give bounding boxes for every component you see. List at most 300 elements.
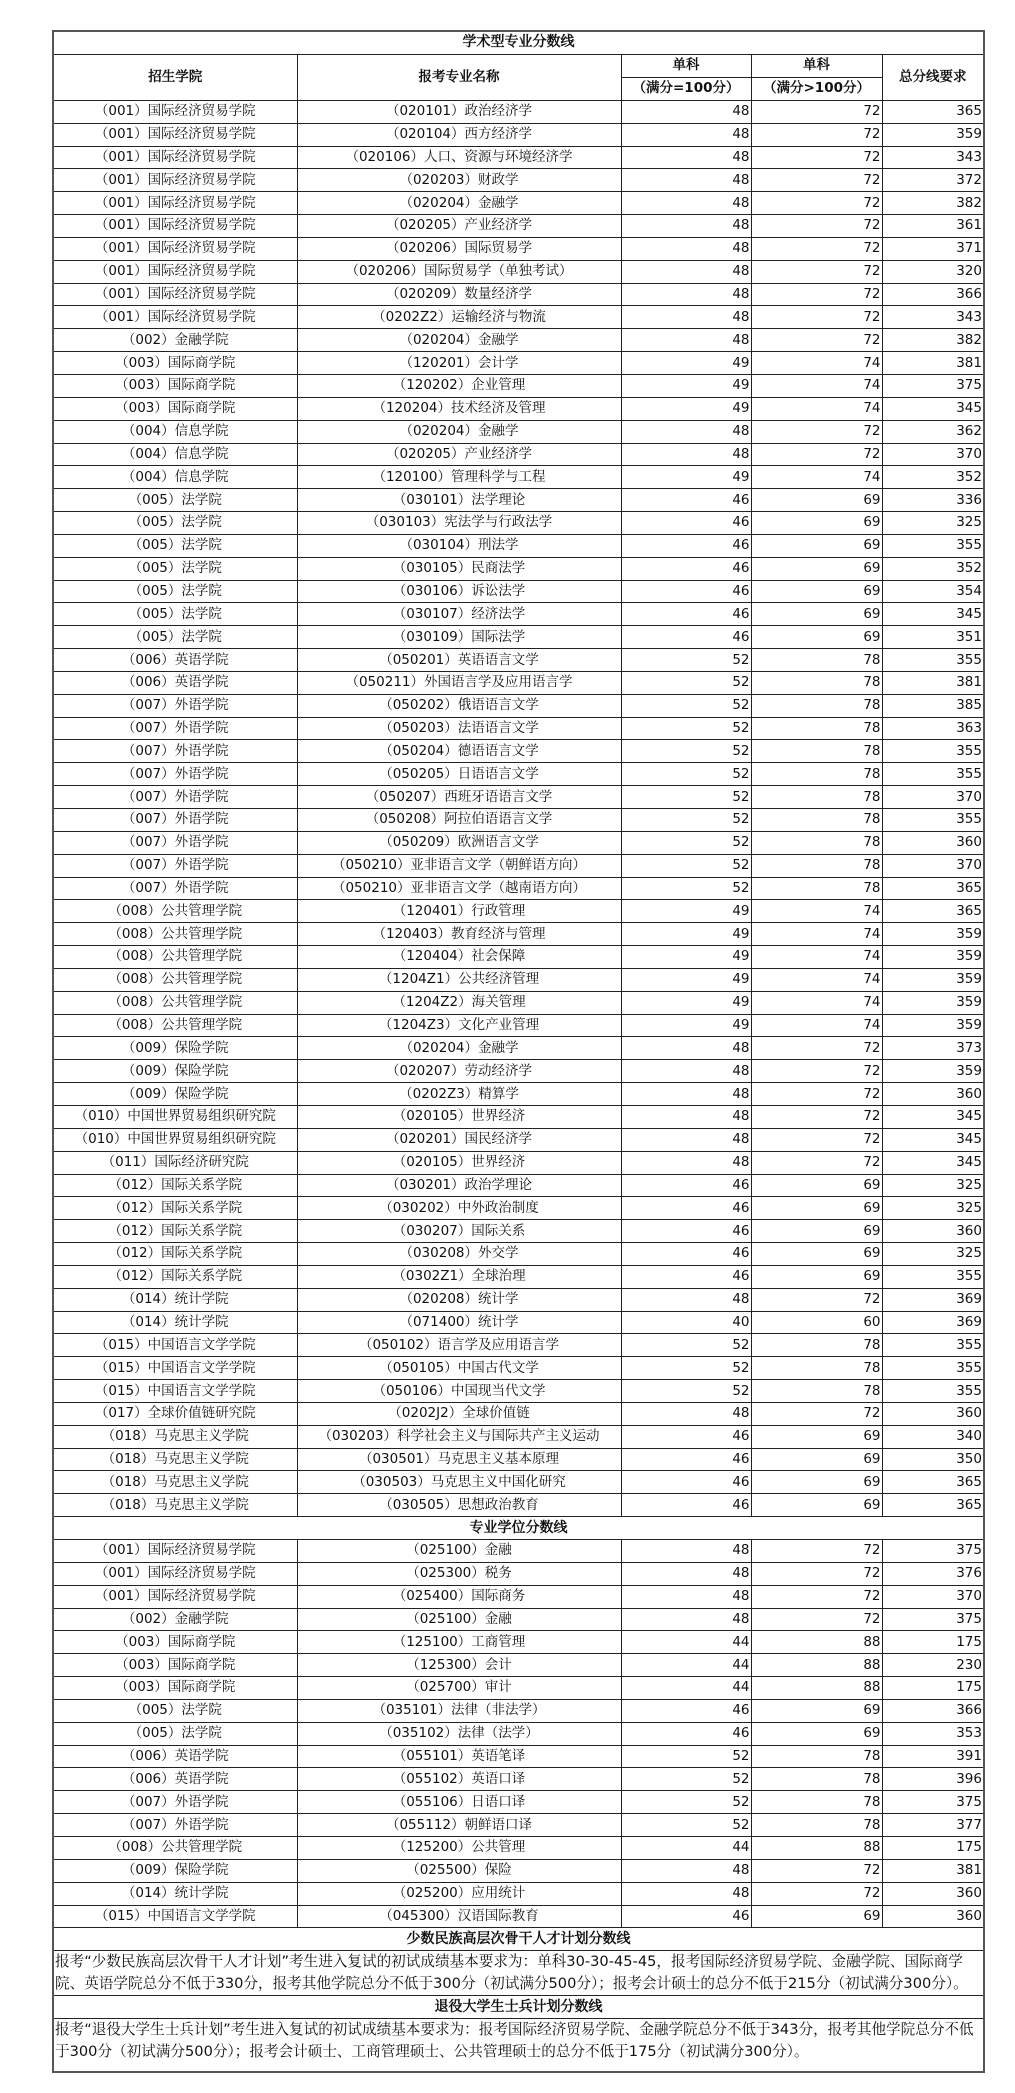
cell-single-over-100: 88: [751, 1631, 882, 1654]
cell-single-over-100: 69: [751, 1471, 882, 1494]
veteran-title: 退役大学生士兵计划分数线: [53, 1996, 984, 2019]
cell-single-100: 46: [621, 512, 751, 535]
cell-single-100: 48: [621, 1608, 751, 1631]
cell-single-over-100: 74: [751, 946, 882, 969]
cell-major: （050102）语言学及应用语言学: [297, 1334, 621, 1357]
cell-total: 345: [882, 397, 984, 420]
cell-single-100: 48: [621, 123, 751, 146]
table-row: [53, 763, 984, 786]
cell-single-over-100: 72: [751, 1151, 882, 1174]
cell-major: （030101）法学理论: [297, 489, 621, 512]
cell-major: （050208）阿拉伯语语言文学: [297, 809, 621, 832]
cell-single-over-100: 78: [751, 1357, 882, 1380]
table-row: [53, 923, 984, 946]
cell-total: 360: [882, 1882, 984, 1905]
cell-total: 355: [882, 534, 984, 557]
cell-total: 373: [882, 1037, 984, 1060]
cell-single-100: 48: [621, 1060, 751, 1083]
cell-single-over-100: 78: [751, 671, 882, 694]
table-row: [53, 1243, 984, 1266]
cell-total: 175: [882, 1677, 984, 1700]
cell-college: （018）马克思主义学院: [53, 1425, 297, 1448]
cell-college: （001）国际经济贸易学院: [53, 260, 297, 283]
table-row: [53, 146, 984, 169]
cell-major: （020205）产业经济学: [297, 215, 621, 238]
table-row: [53, 1334, 984, 1357]
cell-college: （005）法学院: [53, 512, 297, 535]
table-row: [53, 1814, 984, 1837]
cell-college: （003）国际商学院: [53, 374, 297, 397]
cell-single-over-100: 72: [751, 1540, 882, 1563]
cell-major: （050211）外国语言学及应用语言学: [297, 671, 621, 694]
cell-single-over-100: 72: [751, 1128, 882, 1151]
table-row: [53, 740, 984, 763]
table-row: [53, 1220, 984, 1243]
cell-college: （005）法学院: [53, 489, 297, 512]
cell-college: （008）公共管理学院: [53, 900, 297, 923]
table-row: [53, 877, 984, 900]
cell-single-100: 52: [621, 877, 751, 900]
cell-college: （005）法学院: [53, 603, 297, 626]
cell-college: （009）保险学院: [53, 1037, 297, 1060]
cell-single-over-100: 69: [751, 1243, 882, 1266]
cell-college: （014）统计学院: [53, 1311, 297, 1334]
cell-single-over-100: 74: [751, 991, 882, 1014]
cell-major: （0302Z1）全球治理: [297, 1265, 621, 1288]
cell-major: （1204Z1）公共经济管理: [297, 968, 621, 991]
cell-college: （015）中国语言文学学院: [53, 1905, 297, 1928]
cell-major: （050105）中国古代文学: [297, 1357, 621, 1380]
cell-major: （030203）科学社会主义与国际共产主义运动: [297, 1425, 621, 1448]
cell-single-over-100: 69: [751, 1722, 882, 1745]
header-total: 总分线要求: [882, 54, 984, 100]
cell-single-100: 49: [621, 1014, 751, 1037]
cell-major: （030103）宪法学与行政法学: [297, 512, 621, 535]
cell-total: 325: [882, 512, 984, 535]
cell-college: （001）国际经济贸易学院: [53, 1562, 297, 1585]
cell-total: 382: [882, 192, 984, 215]
section-title-professional: [53, 1517, 984, 1540]
cell-major: （1204Z3）文化产业管理: [297, 1014, 621, 1037]
table-row: [53, 557, 984, 580]
cell-total: 355: [882, 809, 984, 832]
cell-major: （120404）社会保障: [297, 946, 621, 969]
cell-single-over-100: 69: [751, 1448, 882, 1471]
cell-single-over-100: 69: [751, 1494, 882, 1517]
cell-major: （025200）应用统计: [297, 1882, 621, 1905]
cell-single-over-100: 72: [751, 306, 882, 329]
table-row: [53, 1540, 984, 1563]
cell-major: （050204）德语语言文学: [297, 740, 621, 763]
table-row: [53, 443, 984, 466]
table-row: [53, 329, 984, 352]
cell-major: （120100）管理科学与工程: [297, 466, 621, 489]
table-row: [53, 1562, 984, 1585]
table-row: [53, 786, 984, 809]
table-row: [53, 671, 984, 694]
cell-single-over-100: 69: [751, 1197, 882, 1220]
header-single2-sub: （满分>100分）: [751, 77, 882, 100]
cell-total: 359: [882, 923, 984, 946]
cell-single-over-100: 78: [751, 1745, 882, 1768]
cell-total: 320: [882, 260, 984, 283]
table-row: [53, 603, 984, 626]
cell-major: （020201）国民经济学: [297, 1128, 621, 1151]
cell-major: （020207）劳动经济学: [297, 1060, 621, 1083]
table-row: [53, 1014, 984, 1037]
cell-single-100: 52: [621, 649, 751, 672]
table-row: [53, 374, 984, 397]
veteran-note: 报考“退役大学生士兵计划”考生进入复试的初试成绩基本要求为：报考国际经济贸易学院、金融学院总分不低于343分，报考其他学院总分不低于300分（初试满分500分）；报考会计硕士、工商管理硕士、公共管理硕士的总分不低于175分（初试满分300分）。: [53, 2019, 984, 2073]
cell-single-over-100: 69: [751, 1699, 882, 1722]
table-row: [53, 1105, 984, 1128]
header-college: 招生学院: [53, 54, 297, 100]
cell-total: 359: [882, 1014, 984, 1037]
cell-total: 354: [882, 580, 984, 603]
cell-college: （009）保险学院: [53, 1060, 297, 1083]
cell-single-100: 52: [621, 1791, 751, 1814]
cell-college: （001）国际经济贸易学院: [53, 146, 297, 169]
section-title-academic: [53, 31, 984, 54]
minority-title: 少数民族高层次骨干人才计划分数线: [53, 1928, 984, 1951]
cell-college: （003）国际商学院: [53, 1677, 297, 1700]
cell-college: （012）国际关系学院: [53, 1197, 297, 1220]
cell-single-over-100: 88: [751, 1677, 882, 1700]
cell-single-over-100: 69: [751, 1425, 882, 1448]
cell-major: （050209）欧洲语言文学: [297, 831, 621, 854]
cell-college: （015）中国语言文学学院: [53, 1334, 297, 1357]
cell-major: （055101）英语笔译: [297, 1745, 621, 1768]
cell-single-100: 49: [621, 946, 751, 969]
cell-single-over-100: 78: [751, 1380, 882, 1403]
table-row: [53, 831, 984, 854]
cell-major: （050210）亚非语言文学（越南语方向）: [297, 877, 621, 900]
table-row: [53, 260, 984, 283]
cell-college: （005）法学院: [53, 1699, 297, 1722]
cell-total: 343: [882, 146, 984, 169]
cell-college: （012）国际关系学院: [53, 1265, 297, 1288]
cell-single-100: 48: [621, 1585, 751, 1608]
cell-single-100: 46: [621, 1471, 751, 1494]
cell-single-over-100: 72: [751, 1105, 882, 1128]
cell-major: （120201）会计学: [297, 352, 621, 375]
cell-single-100: 52: [621, 1380, 751, 1403]
cell-single-100: 48: [621, 443, 751, 466]
cell-college: （018）马克思主义学院: [53, 1494, 297, 1517]
cell-single-100: 48: [621, 1037, 751, 1060]
cell-single-over-100: 78: [751, 694, 882, 717]
cell-college: （006）英语学院: [53, 1768, 297, 1791]
cell-major: （020101）政治经济学: [297, 100, 621, 123]
cell-total: 360: [882, 1402, 984, 1425]
table-row: [53, 489, 984, 512]
cell-major: （1204Z2）海关管理: [297, 991, 621, 1014]
cell-total: 343: [882, 306, 984, 329]
cell-single-100: 48: [621, 100, 751, 123]
table-row: [53, 1083, 984, 1106]
cell-total: 355: [882, 1380, 984, 1403]
cell-major: （071400）统计学: [297, 1311, 621, 1334]
cell-single-100: 48: [621, 260, 751, 283]
cell-total: 382: [882, 329, 984, 352]
cell-single-over-100: 78: [751, 1768, 882, 1791]
cell-total: 175: [882, 1631, 984, 1654]
cell-single-100: 49: [621, 352, 751, 375]
cell-single-100: 40: [621, 1311, 751, 1334]
cell-single-over-100: 72: [751, 192, 882, 215]
cell-college: （018）马克思主义学院: [53, 1448, 297, 1471]
cell-college: （005）法学院: [53, 557, 297, 580]
table-row: [53, 1677, 984, 1700]
table-row: [53, 1402, 984, 1425]
cell-single-100: 46: [621, 1220, 751, 1243]
cell-single-100: 52: [621, 763, 751, 786]
cell-total: 361: [882, 215, 984, 238]
cell-total: 371: [882, 237, 984, 260]
cell-single-100: 49: [621, 466, 751, 489]
cell-single-100: 52: [621, 854, 751, 877]
cell-single-100: 49: [621, 991, 751, 1014]
cell-single-100: 46: [621, 1699, 751, 1722]
cell-college: （008）公共管理学院: [53, 1836, 297, 1859]
cell-college: （018）马克思主义学院: [53, 1471, 297, 1494]
cell-single-over-100: 69: [751, 557, 882, 580]
cell-major: （030505）思想政治教育: [297, 1494, 621, 1517]
cell-total: 366: [882, 283, 984, 306]
table-row: [53, 1585, 984, 1608]
table-row: [53, 1448, 984, 1471]
minority-note-row: [53, 1951, 984, 1996]
cell-single-100: 48: [621, 1105, 751, 1128]
cell-single-over-100: 72: [751, 146, 882, 169]
cell-single-100: 49: [621, 923, 751, 946]
cell-single-100: 48: [621, 215, 751, 238]
cell-major: （025700）审计: [297, 1677, 621, 1700]
cell-major: （020105）世界经济: [297, 1151, 621, 1174]
cell-single-100: 52: [621, 671, 751, 694]
cell-single-over-100: 72: [751, 260, 882, 283]
cell-major: （055112）朝鲜语口译: [297, 1814, 621, 1837]
cell-major: （025300）税务: [297, 1562, 621, 1585]
score-table: [52, 30, 985, 2073]
cell-single-over-100: 72: [751, 1608, 882, 1631]
cell-total: 355: [882, 763, 984, 786]
cell-major: （055102）英语口译: [297, 1768, 621, 1791]
cell-single-100: 48: [621, 1083, 751, 1106]
cell-major: （050205）日语语言文学: [297, 763, 621, 786]
cell-single-100: 52: [621, 1357, 751, 1380]
cell-total: 365: [882, 877, 984, 900]
cell-single-100: 48: [621, 237, 751, 260]
cell-total: 365: [882, 1471, 984, 1494]
cell-major: （050210）亚非语言文学（朝鲜语方向）: [297, 854, 621, 877]
cell-single-over-100: 74: [751, 923, 882, 946]
cell-college: （012）国际关系学院: [53, 1243, 297, 1266]
cell-single-100: 48: [621, 192, 751, 215]
cell-single-100: 44: [621, 1631, 751, 1654]
cell-single-100: 48: [621, 1859, 751, 1882]
cell-college: （008）公共管理学院: [53, 946, 297, 969]
table-row: [53, 1380, 984, 1403]
cell-college: （007）外语学院: [53, 694, 297, 717]
cell-total: 360: [882, 1220, 984, 1243]
cell-single-over-100: 78: [751, 831, 882, 854]
cell-single-over-100: 69: [751, 489, 882, 512]
cell-total: 396: [882, 1768, 984, 1791]
cell-college: （007）外语学院: [53, 763, 297, 786]
cell-single-over-100: 72: [751, 123, 882, 146]
cell-single-over-100: 78: [751, 649, 882, 672]
table-row: [53, 1494, 984, 1517]
cell-major: （020206）国际贸易学: [297, 237, 621, 260]
cell-single-over-100: 69: [751, 1220, 882, 1243]
cell-total: 345: [882, 1128, 984, 1151]
cell-college: （001）国际经济贸易学院: [53, 237, 297, 260]
cell-major: （035102）法律（法学）: [297, 1722, 621, 1745]
header-single2: 单科: [751, 54, 882, 77]
cell-single-over-100: 72: [751, 420, 882, 443]
cell-major: （025100）金融: [297, 1608, 621, 1631]
cell-college: （008）公共管理学院: [53, 968, 297, 991]
table-row: [53, 900, 984, 923]
cell-single-100: 48: [621, 1882, 751, 1905]
cell-college: （005）法学院: [53, 580, 297, 603]
cell-total: 369: [882, 1288, 984, 1311]
cell-total: 352: [882, 557, 984, 580]
table-row: [53, 1357, 984, 1380]
cell-major: （020205）产业经济学: [297, 443, 621, 466]
cell-total: 355: [882, 740, 984, 763]
cell-single-100: 52: [621, 1334, 751, 1357]
cell-major: （050201）英语语言文学: [297, 649, 621, 672]
cell-single-100: 46: [621, 1448, 751, 1471]
cell-single-100: 52: [621, 786, 751, 809]
table-row: [53, 1631, 984, 1654]
cell-single-over-100: 72: [751, 1882, 882, 1905]
cell-single-over-100: 74: [751, 397, 882, 420]
cell-major: （030501）马克思主义基本原理: [297, 1448, 621, 1471]
cell-total: 340: [882, 1425, 984, 1448]
cell-single-100: 49: [621, 374, 751, 397]
cell-college: （007）外语学院: [53, 786, 297, 809]
cell-single-over-100: 72: [751, 1288, 882, 1311]
cell-single-100: 44: [621, 1836, 751, 1859]
table-row: [53, 169, 984, 192]
cell-major: （125300）会计: [297, 1654, 621, 1677]
cell-total: 355: [882, 1357, 984, 1380]
cell-major: （030503）马克思主义中国化研究: [297, 1471, 621, 1494]
cell-major: （030106）诉讼法学: [297, 580, 621, 603]
cell-single-100: 52: [621, 717, 751, 740]
cell-single-over-100: 78: [751, 763, 882, 786]
cell-college: （009）保险学院: [53, 1083, 297, 1106]
cell-total: 365: [882, 900, 984, 923]
cell-total: 362: [882, 420, 984, 443]
cell-college: （005）法学院: [53, 1722, 297, 1745]
cell-total: 359: [882, 123, 984, 146]
cell-single-over-100: 72: [751, 1562, 882, 1585]
cell-total: 345: [882, 1105, 984, 1128]
cell-college: （007）外语学院: [53, 809, 297, 832]
cell-major: （020105）世界经济: [297, 1105, 621, 1128]
cell-major: （025400）国际商务: [297, 1585, 621, 1608]
table-row: [53, 466, 984, 489]
cell-total: 345: [882, 1151, 984, 1174]
cell-single-over-100: 69: [751, 1905, 882, 1928]
cell-single-over-100: 74: [751, 466, 882, 489]
cell-major: （055106）日语口译: [297, 1791, 621, 1814]
cell-single-100: 46: [621, 1905, 751, 1928]
cell-major: （0202J2）全球价值链: [297, 1402, 621, 1425]
cell-college: （001）国际经济贸易学院: [53, 306, 297, 329]
cell-total: 391: [882, 1745, 984, 1768]
cell-single-100: 46: [621, 1243, 751, 1266]
minority-note: 报考“少数民族高层次骨干人才计划”考生进入复试的初试成绩基本要求为：单科30-30-45-45，报考国际经济贸易学院、金融学院、国际商学院、英语学院总分不低于330分，报考其他学院总分不低于300分（初试满分500分）；报考会计硕士的总分不低于215分（初试满分300分）。: [53, 1951, 984, 1996]
cell-major: （050202）俄语语言文学: [297, 694, 621, 717]
table-row: [53, 512, 984, 535]
table-row: [53, 1699, 984, 1722]
table-row: [53, 626, 984, 649]
table-row: [53, 1722, 984, 1745]
cell-total: 366: [882, 1699, 984, 1722]
cell-major: （030207）国际关系: [297, 1220, 621, 1243]
cell-total: 375: [882, 1608, 984, 1631]
cell-major: （120401）行政管理: [297, 900, 621, 923]
cell-college: （007）外语学院: [53, 740, 297, 763]
cell-total: 375: [882, 1791, 984, 1814]
cell-total: 360: [882, 1905, 984, 1928]
table-row: [53, 1836, 984, 1859]
cell-single-over-100: 69: [751, 512, 882, 535]
cell-total: 175: [882, 1836, 984, 1859]
cell-college: （006）英语学院: [53, 1745, 297, 1768]
cell-college: （012）国际关系学院: [53, 1220, 297, 1243]
section-title-minority: [53, 1928, 984, 1951]
table-row: [53, 991, 984, 1014]
table-row: [53, 1882, 984, 1905]
header-major: 报考专业名称: [297, 54, 621, 100]
cell-major: （030105）民商法学: [297, 557, 621, 580]
cell-total: 372: [882, 169, 984, 192]
cell-major: （020206）国际贸易学（单独考试）: [297, 260, 621, 283]
table-row: [53, 1471, 984, 1494]
cell-college: （001）国际经济贸易学院: [53, 169, 297, 192]
cell-total: 351: [882, 626, 984, 649]
cell-total: 375: [882, 374, 984, 397]
table-row: [53, 352, 984, 375]
cell-single-100: 48: [621, 329, 751, 352]
cell-single-over-100: 69: [751, 1265, 882, 1288]
cell-single-over-100: 72: [751, 1585, 882, 1608]
cell-college: （004）信息学院: [53, 466, 297, 489]
cell-total: 365: [882, 100, 984, 123]
cell-college: （012）国际关系学院: [53, 1174, 297, 1197]
cell-college: （008）公共管理学院: [53, 991, 297, 1014]
cell-single-over-100: 72: [751, 215, 882, 238]
cell-major: （020209）数量经济学: [297, 283, 621, 306]
cell-single-over-100: 72: [751, 100, 882, 123]
cell-college: （001）国际经济贸易学院: [53, 283, 297, 306]
table-row: [53, 1311, 984, 1334]
cell-college: （001）国际经济贸易学院: [53, 100, 297, 123]
cell-total: 381: [882, 352, 984, 375]
cell-major: （020204）金融学: [297, 1037, 621, 1060]
cell-major: （030208）外交学: [297, 1243, 621, 1266]
cell-college: （001）国际经济贸易学院: [53, 1585, 297, 1608]
cell-single-over-100: 72: [751, 169, 882, 192]
cell-college: （003）国际商学院: [53, 352, 297, 375]
cell-major: （030107）经济法学: [297, 603, 621, 626]
